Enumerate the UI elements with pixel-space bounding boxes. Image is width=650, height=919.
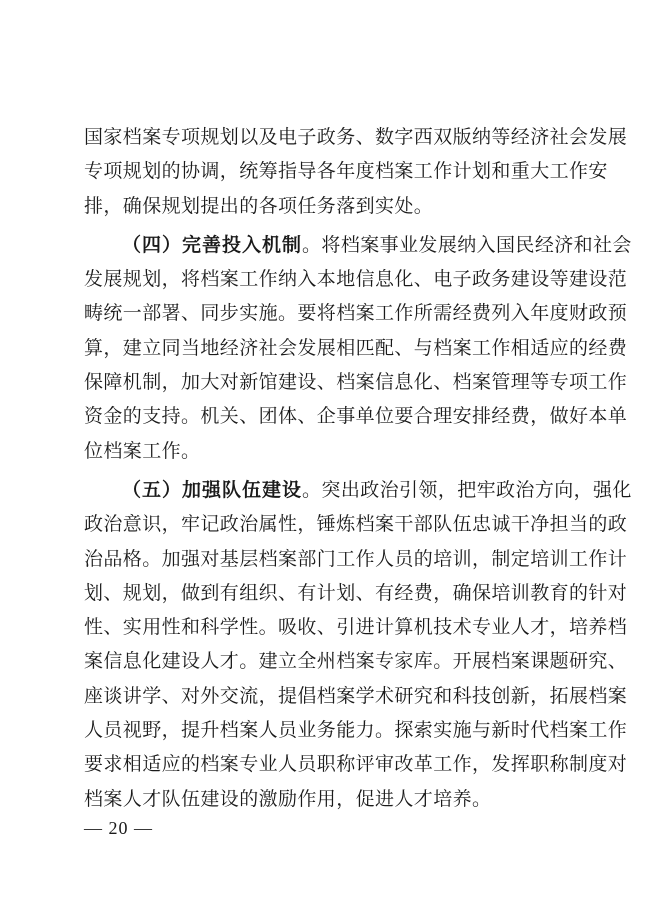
text-run: 。突出政治引领，把牢政治方向，强化 [302, 478, 632, 501]
text-line [84, 473, 632, 507]
text-line: 算，建立同当地经济社会发展相匹配、与档案工作相适应的经费 [84, 336, 628, 359]
text-line: 案信息化建设人才。建立全州档案专家库。开展档案课题研究、 [84, 650, 628, 673]
text-line: 保障机制，加大对新馆建设、档案信息化、档案管理等专项工作 [84, 371, 628, 394]
text-line: 畴统一部署、同步实施。要将档案工作所需经费列入年度财政预 [84, 302, 628, 325]
text-run: 。将档案事业发展纳入国民经济和社会 [302, 233, 632, 256]
text-line: 划、规划，做到有组织、有计划、有经费，确保培训教育的针对 [84, 581, 628, 604]
text-line: 座谈讲学、对外交流，提倡档案学术研究和科技创新，拓展档案 [84, 684, 628, 707]
text-line: 人员视野，提升档案人员业务能力。探索实施与新时代档案工作 [84, 719, 628, 742]
text-line: 发展规划，将档案工作纳入本地信息化、电子政务建设等建设范 [84, 268, 628, 291]
text-line: 性、实用性和科学性。吸收、引进计算机技术专业人才，培养档 [84, 616, 628, 639]
text-line: 政治意识，牢记政治属性，锤炼档案干部队伍忠诚干净担当的政 [84, 513, 628, 536]
document-body [84, 120, 632, 816]
paragraph-planning-coordination [84, 120, 628, 223]
text-line: 要求相适应的档案专业人员职称评审改革工作，发挥职称制度对 [84, 753, 628, 776]
text-line: 排，确保规划提出的各项任务落到实处。 [84, 194, 434, 217]
text-line: 位档案工作。 [84, 439, 201, 462]
section-heading-team: （五）加强队伍建设 [122, 478, 303, 501]
text-line [84, 228, 632, 262]
text-line: 专项规划的协调，统筹指导各年度档案工作计划和重大工作安 [84, 160, 608, 183]
text-line: 治品格。加强对基层档案部门工作人员的培训，制定培训工作计 [84, 547, 628, 570]
text-line: 国家档案专项规划以及电子政务、数字西双版纳等经济社会发展 [84, 126, 628, 148]
text-line: 档案人才队伍建设的激励作用，促进人才培养。 [84, 787, 492, 810]
paragraph-team-building [84, 473, 632, 816]
paragraph-funding-mechanism [84, 228, 632, 468]
text-line: 资金的支持。机关、团体、企事单位要合理安排经费，做好本单 [84, 405, 628, 428]
page-number: — 20 — [84, 818, 153, 838]
section-heading-funding: （四）完善投入机制 [122, 233, 303, 256]
